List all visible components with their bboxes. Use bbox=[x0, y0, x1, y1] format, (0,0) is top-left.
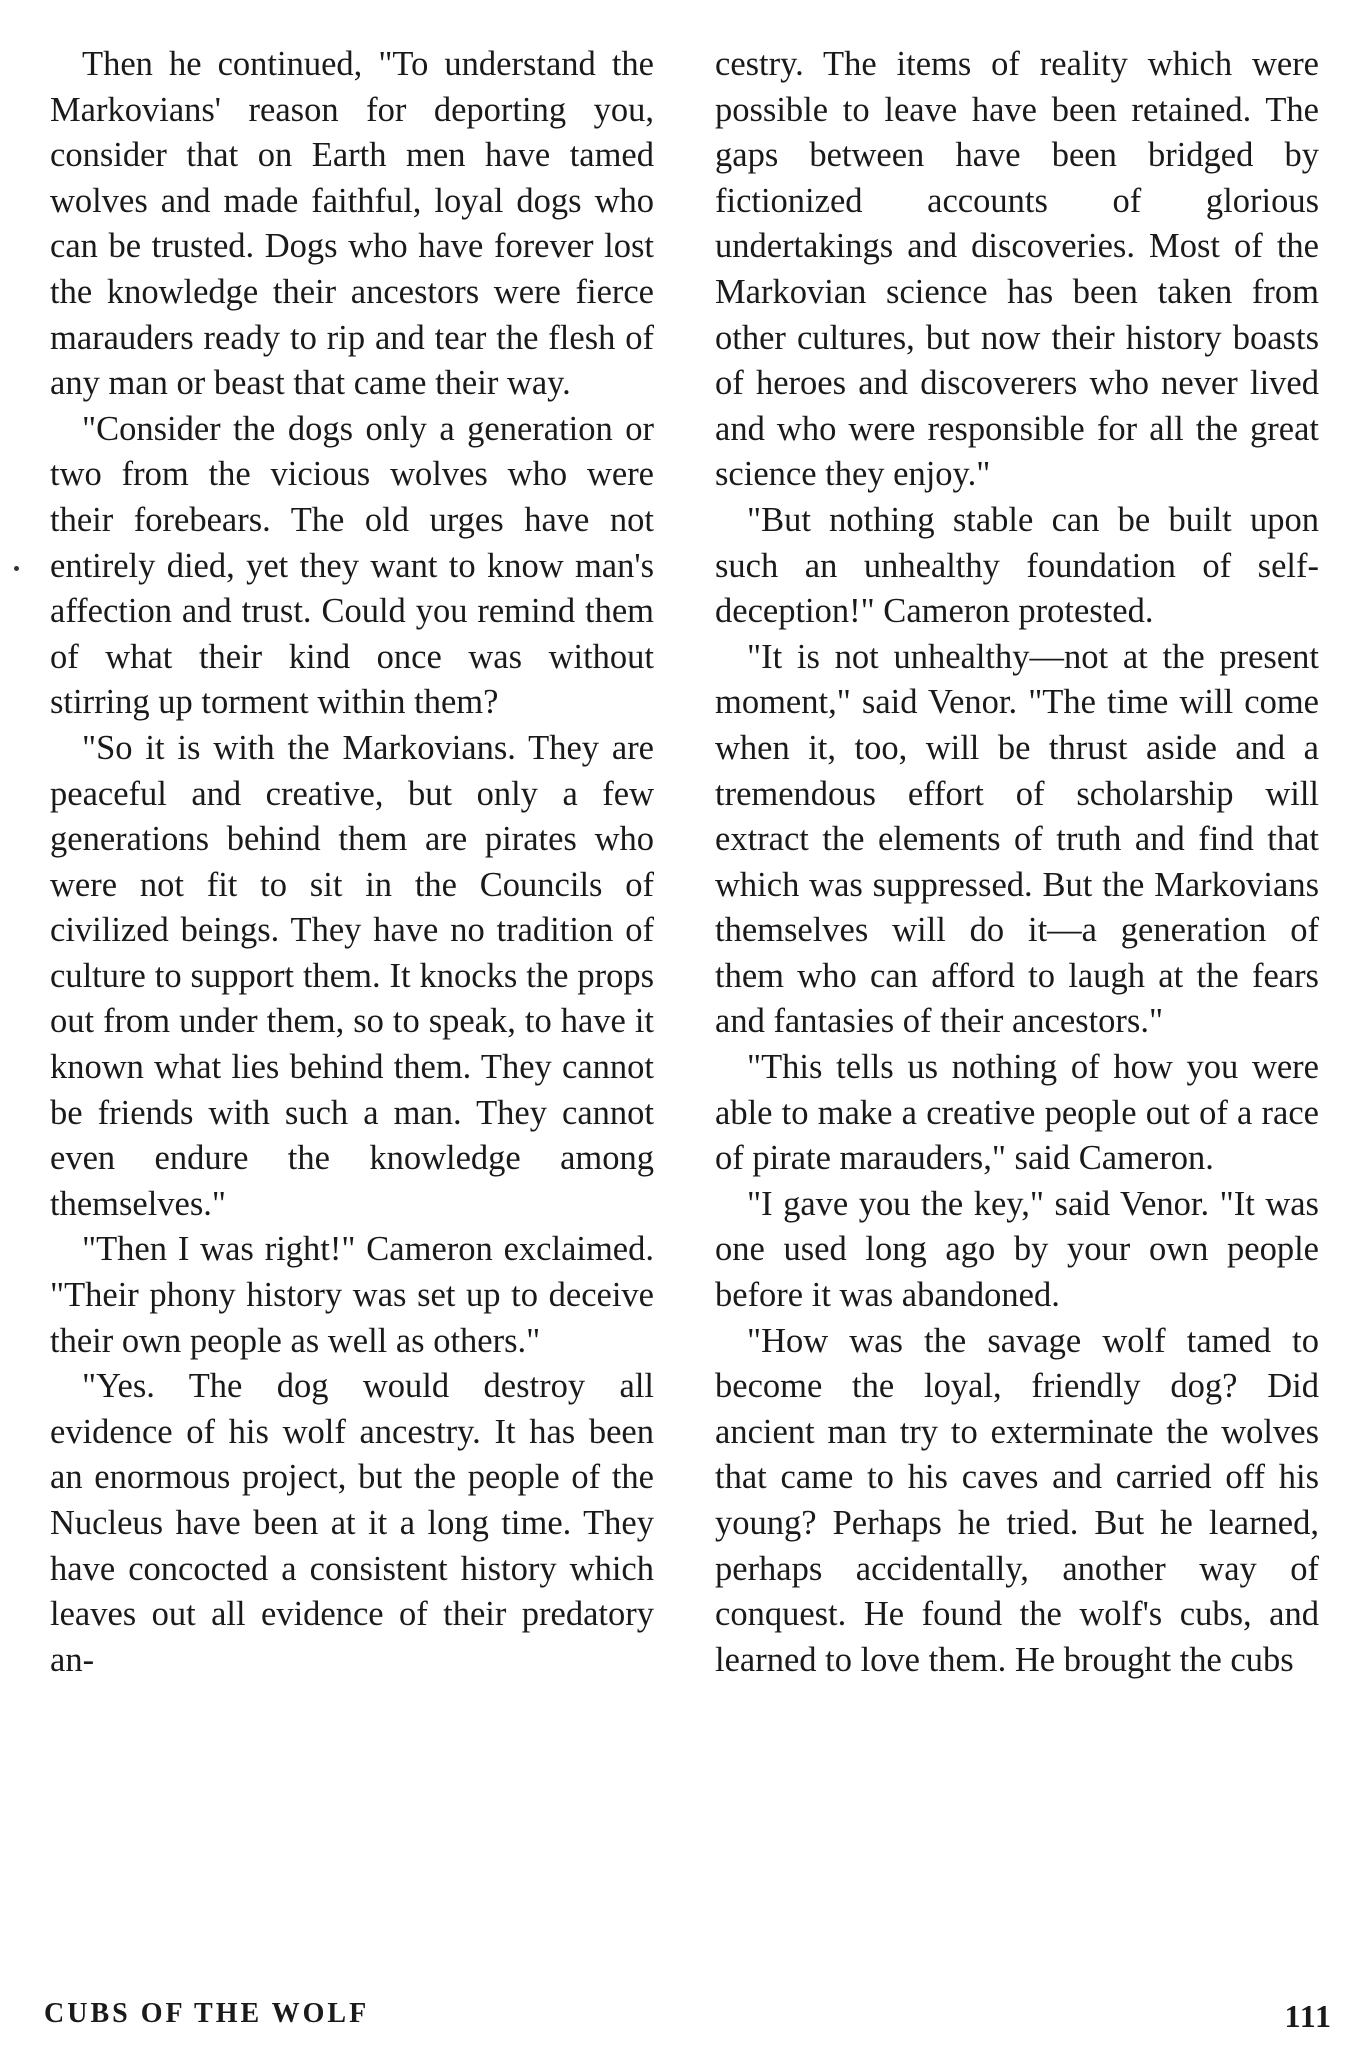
left-column bbox=[50, 42, 654, 1683]
paragraph: "This tells us nothing of how you were able to make a creative people out of a race of pirate marauders," said Cameron. bbox=[715, 1048, 1319, 1178]
running-title: CUBS OF THE WOLF bbox=[44, 1998, 370, 2029]
margin-dot bbox=[14, 566, 19, 571]
paragraph: "But nothing stable can be built upon such an unhealthy foundation of self-deception!" Cameron protested. bbox=[715, 500, 1319, 631]
paragraph: "Yes. The dog would destroy all evidence of his wolf ancestry. It has been an enormous project, but the people of the Nucleus have been at it a long time. They have concocted a consistent history which leaves out all evidence of their predatory an- bbox=[50, 1367, 654, 1679]
paragraph: "How was the savage wolf tamed to become the loyal, friendly dog? Did ancient man try to exterminate the wolves that came to his caves and carried off his young? Perhaps he tried. But he learned, perhaps accidentally, another way of conquest. He found the wolf's cubs, and learned to love them. He brought the cubs bbox=[715, 1321, 1319, 1679]
paragraph: "So it is with the Markovians. They are peaceful and creative, but only a few generations behind them are pirates who were not fit to sit in the Councils of civilized beings. They have no tradition of culture to support them. It knocks the props out from under them, so to speak, to have it known what lies behind them. They cannot be friends with such a man. They cannot even endure the knowledge among themselves." bbox=[50, 728, 654, 1223]
right-column bbox=[715, 42, 1319, 1683]
paragraph-continuation: cestry. The items of reality which were possible to leave have been retained. The gaps between have been bridged by fictionized accounts of glorious undertakings and discoveries. Most of the Markovian science has been taken from other cultures, but now their history boasts of heroes and discoverers who never lived and who were responsible for all the great science they enjoy." bbox=[715, 45, 1319, 494]
paragraph: "Consider the dogs only a generation or two from the vicious wolves who were their forebears. The old urges have not entirely died, yet they want to know man's affection and trust. Could you remind them of what their kind once was without stirring up torment within them? bbox=[50, 409, 654, 722]
paragraph: "I gave you the key," said Venor. "It was one used long ago by your own people before it was abandoned. bbox=[715, 1184, 1319, 1315]
paragraph: "Then I was right!" Cameron exclaimed. "Their phony history was set up to deceive their own people as well as others." bbox=[50, 1230, 654, 1360]
paragraph: "It is not unhealthy—not at the present moment," said Venor. "The time will come when it, too, will be thrust aside and a tremendous effort of scholarship will extract the elements of truth and find that which was suppressed. But the Markovians themselves will do it—a generation of them who can afford to laugh at the fears and fantasies of their ancestors." bbox=[715, 637, 1319, 1041]
page-number: 111 bbox=[1284, 1998, 1332, 2034]
page-footer bbox=[44, 1998, 1332, 2038]
paragraph: Then he continued, "To understand the Markovians' reason for deporting you, consider that on Earth men have tamed wolves and made faithful, loyal dogs who can be trusted. Dogs who have forever lost the knowledge their ancestors were fierce marauders ready to rip and tear the flesh of any man or beast that came their way. bbox=[50, 45, 654, 403]
